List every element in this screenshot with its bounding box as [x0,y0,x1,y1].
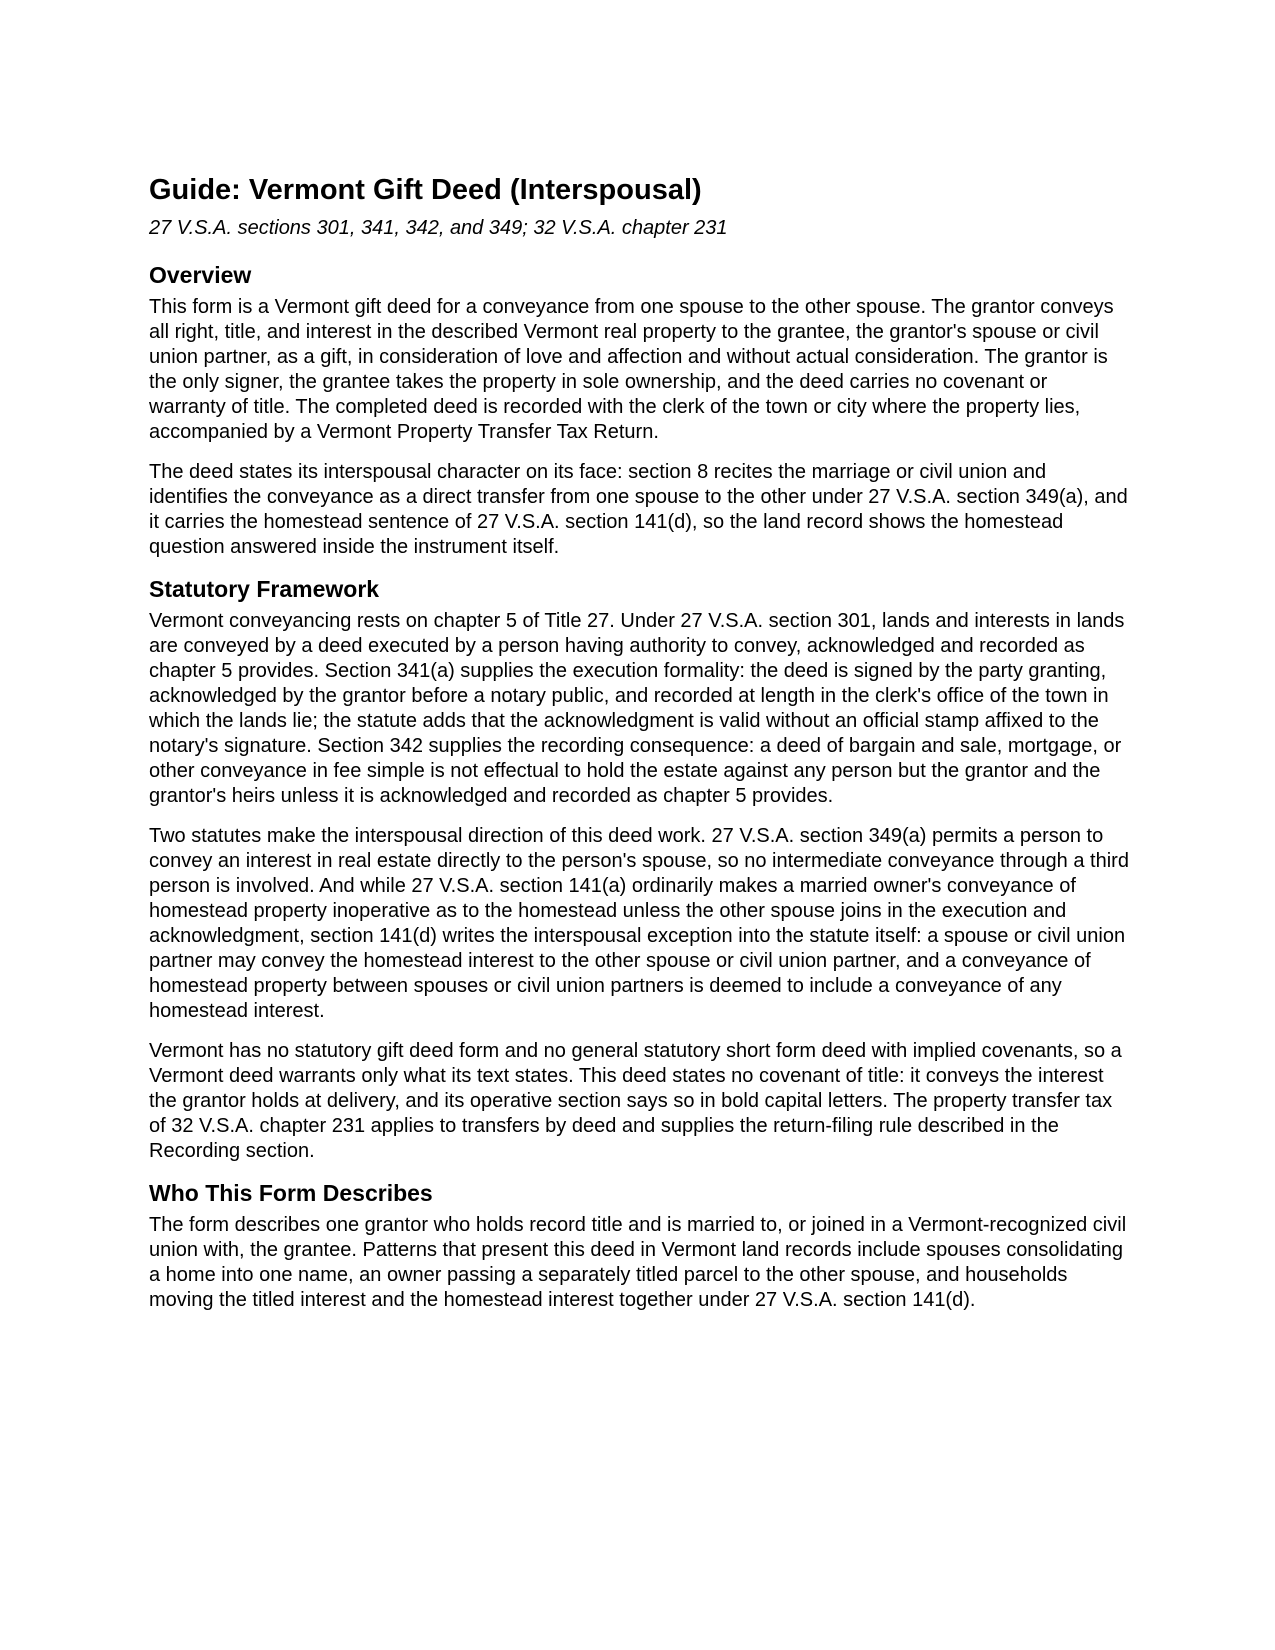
section-who-this-form-describes [149,1179,1129,1313]
paragraph: Vermont has no statutory gift deed form and no general statutory short form deed with implied covenants, so a Vermont deed warrants only what its text states. This deed states no covenant of title: it conveys the interest the grantor holds at delivery, and its operative section says so in bold capital letters. The property transfer tax of 32 V.S.A. chapter 231 applies to transfers by deed and supplies the return-filing rule described in the Recording section. [149,1040,1122,1162]
paragraph: This form is a Vermont gift deed for a conveyance from one spouse to the other spouse. The grantor conveys all right, title, and interest in the described Vermont real property to the grantee, the grantor's spouse or civil union partner, as a gift, in consideration of love and affection and without actual consideration. The grantor is the only signer, the grantee takes the property in sole ownership, and the deed carries no covenant or warranty of title. The completed deed is recorded with the clerk of the town or city where the property lies, accompanied by a Vermont Property Transfer Tax Return. [149,296,1114,443]
section-overview [149,261,1129,560]
paragraph: The form describes one grantor who holds record title and is married to, or joined in a Vermont-recognized civil union with, the grantee. Patterns that present this deed in Vermont land records include spouses consolidating a home into one name, an owner passing a separately titled parcel to the other spouse, and households moving the titled interest and the homestead interest together under 27 V.S.A. section 141(d). [149,1214,1127,1311]
document-page [149,172,1129,1328]
section-heading: Who This Form Describes [149,1180,433,1206]
paragraph: The deed states its interspousal character on its face: section 8 recites the marriage or civil union and identifies the conveyance as a direct transfer from one spouse to the other under 27 V.S.A. section 349(a), and it carries the homestead sentence of 27 V.S.A. section 141(d), so the land record shows the homestead question answered inside the instrument itself. [149,461,1128,558]
statute-citation: 27 V.S.A. sections 301, 341, 342, and 349; 32 V.S.A. chapter 231 [149,217,728,239]
section-heading: Overview [149,262,252,288]
paragraph: Vermont conveyancing rests on chapter 5 of Title 27. Under 27 V.S.A. section 301, lands and interests in lands are conveyed by a deed executed by a person having authority to convey, acknowledged and recorded as chapter 5 provides. Section 341(a) supplies the execution formality: the deed is signed by the party granting, acknowledged by the grantor before a notary public, and recorded at length in the clerk's office of the town in which the lands lie; the statute adds that the acknowledgment is valid without an official stamp affixed to the notary's signature. Section 342 supplies the recording consequence: a deed of bargain and sale, mortgage, or other conveyance in fee simple is not effectual to hold the estate against any person but the grantor and the grantor's heirs unless it is acknowledged and recorded as chapter 5 provides. [149,610,1125,807]
document-title: Guide: Vermont Gift Deed (Interspousal) [149,174,702,206]
section-statutory-framework [149,575,1129,1164]
paragraph: Two statutes make the interspousal direction of this deed work. 27 V.S.A. section 349(a) permits a person to convey an interest in real estate directly to the person's spouse, so no intermediate conveyance through a third person is involved. And while 27 V.S.A. section 141(a) ordinarily makes a married owner's conveyance of homestead property inoperative as to the homestead unless the other spouse joins in the execution and acknowledgment, section 141(d) writes the interspousal exception into the statute itself: a spouse or civil union partner may convey the homestead interest to the other spouse or civil union partner, and a conveyance of homestead property between spouses or civil union partners is deemed to include a conveyance of any homestead interest. [149,825,1129,1022]
section-heading: Statutory Framework [149,576,380,602]
